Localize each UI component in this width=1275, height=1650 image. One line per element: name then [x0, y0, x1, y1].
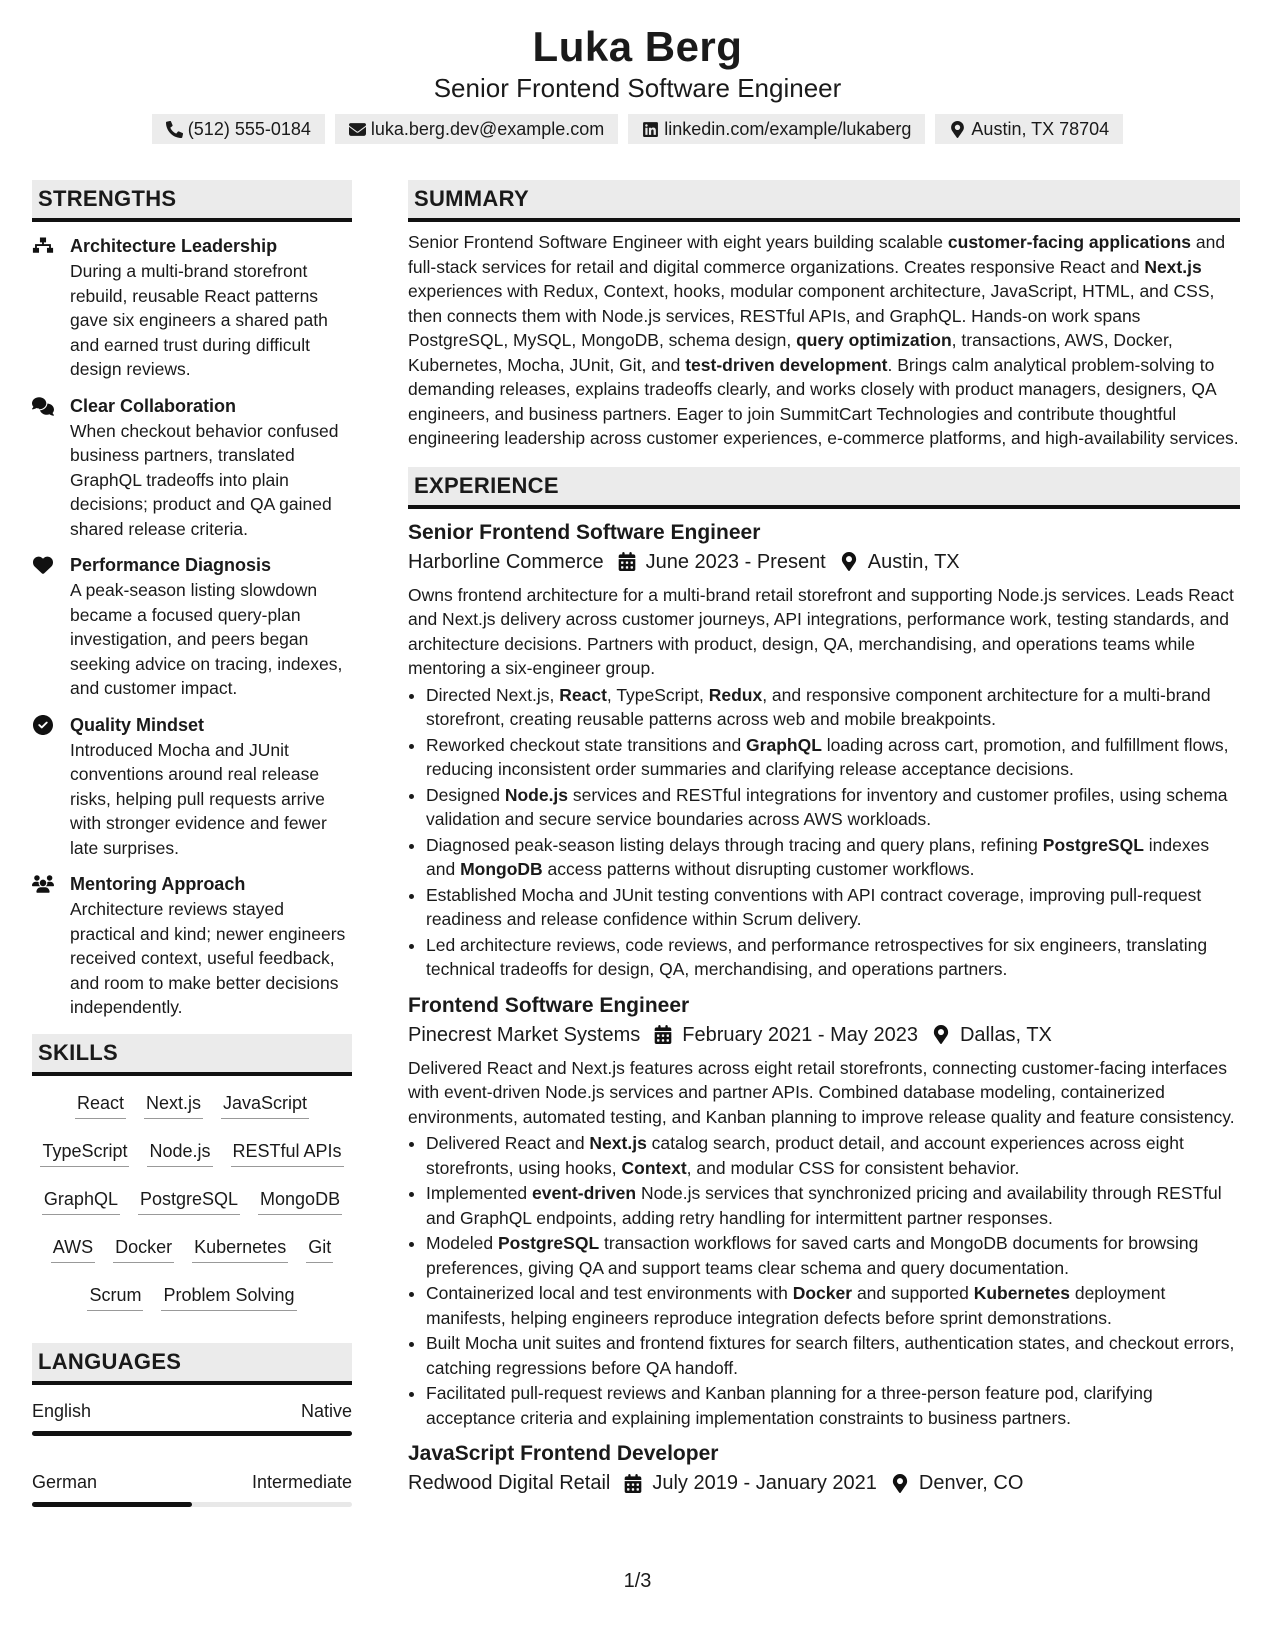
skill-tag: Next.js — [144, 1090, 203, 1119]
strength-text: During a multi-brand storefront rebuild, reusable React patterns gave six engineers a shared path and earned trust during difficult design reviews. — [70, 261, 328, 379]
strength-text: A peak-season listing slowdown became a focused query-plan investigation, and peers began seeking advice on tracing, indexes, and customer impact. — [70, 580, 343, 698]
check-circle-icon — [32, 715, 54, 735]
left-column — [32, 180, 352, 1507]
job-bullets — [408, 1131, 1240, 1430]
job-title: Senior Frontend Software Engineer — [408, 520, 761, 544]
strengths-list — [32, 234, 352, 1020]
skill-tag: GraphQL — [42, 1186, 120, 1215]
strength-item — [32, 872, 352, 1020]
location-pin-icon — [949, 121, 966, 138]
strength-text: When checkout behavior confused business partners, translated GraphQL tradeoffs into plain decisions; product and QA gained shared release criteria. — [70, 420, 339, 539]
language-level: Intermediate — [251, 1471, 352, 1492]
summary-text: Senior Frontend Software Engineer with eight years building scalable customer-facing applications and full-stack services for retail and digital commerce organizations. Creates responsive React and Next.js experiences with Redux, Context, hooks, modular component architecture, JavaScript, HTML, and CSS, then connects them with Node.js services, RESTful APIs, and GraphQL. Hands-on work spans PostgreSQL, MySQL, MongoDB, schema design, query optimization, transactions, AWS, Docker, Kubernetes, Mocha, JUnit, Git, and test-driven development. Brings calm analytical problem-solving to demanding releases, explains tradeoffs clearly, and works closely with product managers, designers, QA engineers, and business partners. Eager to join SummitCart Technologies and contribute thoughtful engineering leadership across customer experiences, e-commerce platforms, and high-availability services. — [408, 232, 1239, 448]
language-item — [32, 1399, 352, 1436]
job-bullet: • Directed Next.js, React, TypeScript, Redux, and responsive component architecture for a multi-brand storefront, creating reusable patterns across web and mobile breakpoints. — [426, 683, 1240, 732]
job-bullet: • Delivered React and Next.js catalog search, product detail, and account experiences across eight storefronts, using hooks, Context, and modular CSS for consistent behavior. — [426, 1131, 1240, 1180]
job-company: Redwood Digital Retail — [408, 1472, 611, 1494]
sitemap-icon — [32, 236, 54, 256]
language-proficiency-fill — [32, 1431, 352, 1436]
job-company: Pinecrest Market Systems — [408, 1023, 641, 1046]
skills-heading: SKILLS — [32, 1034, 352, 1076]
job-title: JavaScript Frontend Developer — [408, 1442, 719, 1465]
comments-icon — [32, 396, 54, 416]
skill-tag: Problem Solving — [161, 1282, 296, 1311]
job-dates: July 2019 - January 2021 — [652, 1472, 877, 1494]
language-name: English — [32, 1400, 92, 1421]
job-entry — [408, 519, 1240, 982]
skill-tag: Docker — [113, 1234, 174, 1263]
contact-location-text: Austin, TX 78704 — [971, 119, 1110, 139]
page-number: 1/3 — [623, 1570, 652, 1592]
strength-title: Architecture Leadership — [70, 236, 278, 256]
skill-tag: Scrum — [87, 1282, 143, 1311]
location-pin-icon — [840, 552, 858, 571]
job-meta — [408, 1020, 1240, 1050]
job-bullet: • Implemented event-driven Node.js services that synchronized pricing and availability through RESTful and GraphQL endpoints, adding retry handling for intermittent partner responses. — [426, 1181, 1240, 1230]
contact-bar — [0, 114, 1275, 144]
languages-list — [32, 1399, 352, 1507]
heart-icon — [32, 555, 54, 575]
right-column — [408, 180, 1240, 1498]
calendar-icon — [618, 552, 636, 571]
language-name: German — [32, 1471, 98, 1492]
strength-item — [32, 234, 352, 382]
experience-heading: EXPERIENCE — [408, 467, 1240, 509]
strength-title: Performance Diagnosis — [70, 555, 272, 575]
skills-list — [32, 1090, 352, 1311]
job-entry — [408, 992, 1240, 1431]
contact-linkedin[interactable] — [628, 114, 925, 144]
job-entry — [408, 1440, 1240, 1498]
skill-tag: PostgreSQL — [138, 1186, 240, 1215]
users-icon — [32, 874, 54, 894]
contact-email-text: luka.berg.dev@example.com — [370, 119, 605, 139]
strength-text: Introduced Mocha and JUnit conventions around real release risks, helping pull requests arrive with stronger evidence and fewer late surprises. — [70, 739, 327, 858]
skill-tag: Kubernetes — [192, 1234, 288, 1263]
calendar-icon — [654, 1025, 672, 1044]
job-bullet: • Diagnosed peak-season listing delays through tracing and query plans, refining PostgreSQL indexes and MongoDB access patterns without disrupting customer workflows. — [426, 833, 1240, 882]
language-proficiency-fill — [32, 1502, 192, 1507]
job-dates: February 2021 - May 2023 — [682, 1023, 918, 1046]
candidate-title: Senior Frontend Software Engineer — [433, 73, 842, 103]
skill-tag: JavaScript — [221, 1090, 309, 1119]
job-bullet: • Reworked checkout state transitions and GraphQL loading across cart, promotion, and fulfillment flows, reducing inconsistent order summaries and clarifying release acceptance decisions. — [426, 733, 1240, 782]
language-proficiency-bar — [32, 1502, 352, 1507]
skill-tag: MongoDB — [258, 1186, 342, 1215]
job-bullet: • Containerized local and test environments with Docker and supported Kubernetes deployment manifests, helping engineers reproduce integration defects before sprint demonstrations. — [426, 1281, 1240, 1330]
strength-text: Architecture reviews stayed practical and kind; newer engineers received context, useful feedback, and room to make better decisions independently. — [70, 899, 346, 1017]
language-level: Native — [300, 1400, 352, 1421]
skill-tag: React — [75, 1090, 126, 1119]
contact-phone-text: (512) 555-0184 — [187, 119, 311, 139]
language-item — [32, 1470, 352, 1507]
phone-icon — [166, 121, 183, 138]
job-bullets — [408, 683, 1240, 982]
email-icon — [349, 121, 366, 138]
strength-title: Mentoring Approach — [70, 874, 246, 894]
strength-item — [32, 553, 352, 701]
skill-tag: TypeScript — [40, 1138, 129, 1167]
location-pin-icon — [932, 1025, 950, 1044]
job-location: Denver, CO — [918, 1472, 1024, 1494]
skill-tag: Node.js — [147, 1138, 212, 1167]
job-bullet: • Led architecture reviews, code reviews, and performance retrospectives for six engineers, translating technical tradeoffs for design, QA, merchandising, and operations partners. — [426, 933, 1240, 982]
job-location: Dallas, TX — [959, 1023, 1052, 1046]
job-bullet: • Modeled PostgreSQL transaction workflows for saved carts and MongoDB documents for browsing preferences, giving QA and support teams clear schema and query documentation. — [426, 1231, 1240, 1280]
job-location: Austin, TX — [867, 550, 960, 573]
languages-heading: LANGUAGES — [32, 1343, 352, 1385]
strength-title: Quality Mindset — [70, 714, 205, 735]
job-company: Harborline Commerce — [408, 550, 604, 573]
contact-location — [935, 114, 1123, 144]
language-proficiency-bar — [32, 1431, 352, 1436]
strength-item — [32, 394, 352, 542]
location-pin-icon — [891, 1474, 909, 1493]
calendar-icon — [624, 1474, 642, 1493]
contact-linkedin-text: linkedin.com/example/lukaberg — [664, 119, 912, 139]
job-meta — [408, 547, 1240, 577]
contact-email[interactable] — [335, 114, 618, 144]
job-description: Delivered React and Next.js features across eight retail storefronts, connecting customer-facing interfaces with event-driven Node.js services and partner APIs. Combined database modeling, containerized environments, automated testing, and Kanban planning to improve release quality and feature consistency. — [408, 1057, 1235, 1127]
job-bullet: • Built Mocha unit suites and frontend fixtures for search filters, authentication states, and checkout errors, catching regressions before QA handoff. — [426, 1331, 1240, 1380]
skill-tag: RESTful APIs — [231, 1138, 344, 1167]
job-title: Frontend Software Engineer — [408, 993, 690, 1017]
job-description: Owns frontend architecture for a multi-brand retail storefront and supporting Node.js services. Leads React and Next.js delivery across customer journeys, API integrations, performance work, testing standards, and architecture decisions. Partners with product, design, QA, merchandising, and operations teams while mentoring a six-engineer group. — [408, 584, 1234, 678]
contact-phone[interactable] — [152, 114, 325, 144]
skill-tag: AWS — [51, 1234, 95, 1263]
job-bullet: • Designed Node.js services and RESTful integrations for inventory and customer profiles, using schema validation and secure service boundaries across AWS workloads. — [426, 783, 1240, 832]
job-dates: June 2023 - Present — [645, 550, 826, 573]
linkedin-icon — [642, 121, 659, 138]
summary-heading: SUMMARY — [408, 180, 1240, 222]
job-bullet: • Facilitated pull-request reviews and Kanban planning for a three-person feature pod, clarifying acceptance criteria and explaining implementation constraints to business partners. — [426, 1381, 1240, 1430]
job-meta — [408, 1468, 1240, 1498]
strength-item — [32, 713, 352, 861]
job-bullet: • Established Mocha and JUnit testing conventions with API contract coverage, improving pull-request readiness and release confidence within Scrum delivery. — [426, 883, 1240, 932]
skill-tag: Git — [306, 1234, 333, 1263]
candidate-name: Luka Berg — [532, 23, 743, 70]
strengths-heading: STRENGTHS — [32, 180, 352, 222]
strength-title: Clear Collaboration — [70, 395, 237, 416]
